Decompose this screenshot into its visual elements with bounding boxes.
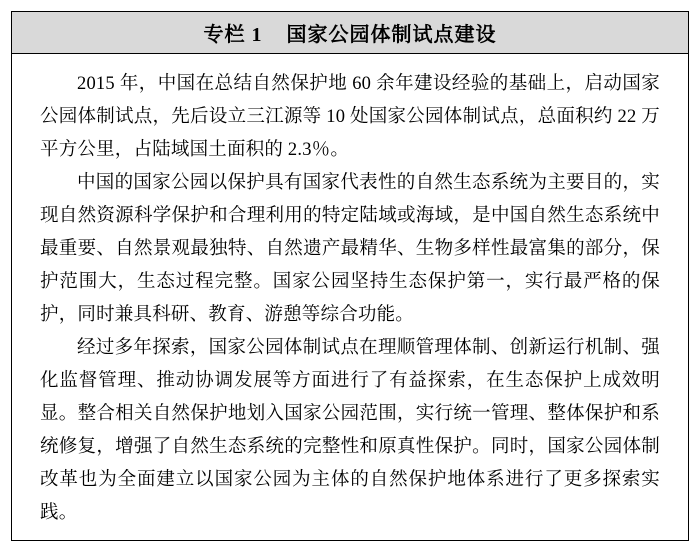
paragraph-2: 中国的国家公园以保护具有国家代表性的自然生态系统为主要目的，实现自然资源科学保护和合理利用的特定陆域或海域，是中国自然生态系统中最重要、自然景观最独特、自然遗产最精华、生物多样性最富集的部分，保护范围大，生态过程完整。国家公园坚持生态保护第一，实行最严格的保护，同时兼具科研、教育、游憩等综合功能。: [40, 173, 660, 325]
paragraph-3: 经过多年探索，国家公园体制试点在理顺管理体制、创新运行机制、强化监督管理、推动协调发展等方面进行了有益探索，在生态保护上成效明显。整合相关自然保护地划入国家公园范围，实行统一管理、整体保护和系统修复，增强了自然生态系统的完整性和原真性保护。同时，国家公园体制改革也为全面建立以国家公园为主体的自然保护地体系进行了更多探索实践。: [40, 338, 660, 523]
feature-box-title: 专栏 1 国家公园体制试点建设: [203, 24, 497, 46]
paragraph-1: 2015 年，中国在总结自然保护地 60 余年建设经验的基础上，启动国家公园体制试点，先后设立三江源等 10 处国家公园体制试点，总面积约 22 万平方公里，占陆域国土面积的 2.3％。: [40, 74, 660, 160]
feature-box: [11, 11, 689, 541]
feature-box-header: [12, 12, 688, 54]
feature-box-body: [12, 54, 688, 540]
